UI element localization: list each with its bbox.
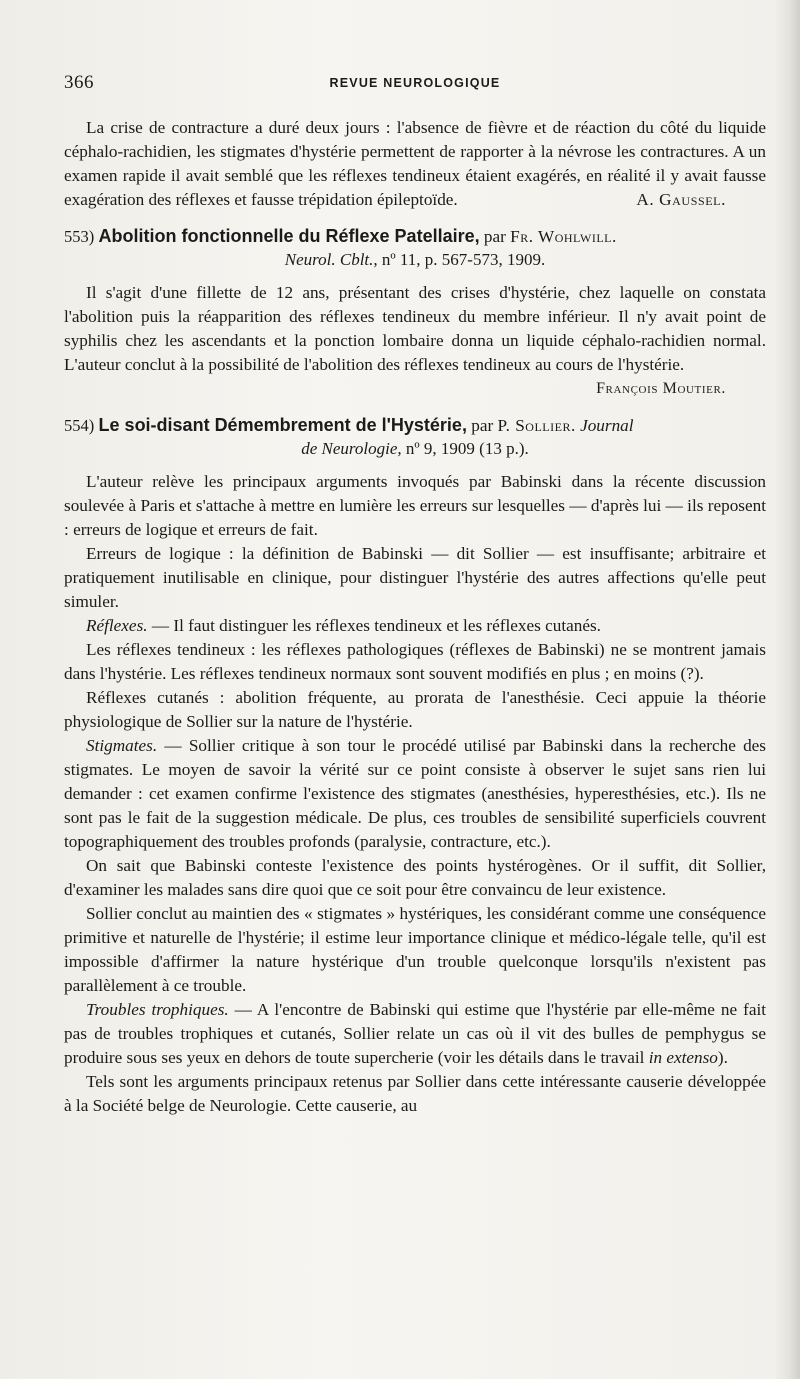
entry-554-author: P. Sollier. bbox=[497, 416, 576, 435]
running-head bbox=[64, 70, 766, 100]
entry-554-paragraph-4: Réflexes cutanés : abolition fréquente, au prorata de l'anesthésie. Ceci appuie la théorie physiologique de Sollier sur la nature de l'hystérie. bbox=[64, 688, 766, 731]
entry-554-last-paragraph: Tels sont les arguments principaux retenus par Sollier dans cette intéressante causerie développée à la Société belge de Neurologie. Cette causerie, au bbox=[64, 1072, 766, 1115]
entry-554-title: Le soi-disant Démembrement de l'Hystérie, bbox=[98, 415, 467, 435]
previous-entry-text: La crise de contracture a duré deux jours : l'absence de fièvre et de réaction du côté du liquide céphalo-rachidien, les stigmates d'hystérie permettent de rapporter à la névrose les contractures. A un examen rapide il avait semblé que les réflexes tendineux étaient exagérés, en réalité il y avait fausse exagération des réflexes et fausse trépidation épileptoïde. A. Gaussel. bbox=[64, 116, 766, 212]
page-number: 366 bbox=[64, 72, 94, 93]
entry-554-reflexes-paragraph: Réflexes. — Il faut distinguer les réflexes tendineux et les réflexes cutanés. bbox=[86, 616, 601, 635]
entry-553-author: Fr. Wohlwill. bbox=[510, 227, 617, 246]
signature-moutier: François Moutier. bbox=[596, 380, 726, 397]
journal-title: REVUE NEUROLOGIQUE bbox=[329, 76, 501, 90]
entry-553-by: par bbox=[483, 227, 506, 246]
entry-554-stigmates-paragraph: Stigmates. — Sollier critique à son tour le procédé utilisé par Babinski dans la recherche des stigmates. Le moyen de savoir la vérité sur ce point consiste à observer le sujet sans rien lui demander : cet examen confirme l'existence des stigmates (anesthésies, hyperesthésies, etc.). Ils ne sont pas le fait de la suggestion médicale. De plus, ces troubles de sensibilité superficiels couvrent topographiquement des troubles profonds (paralysie, contracture, etc.). bbox=[64, 736, 766, 851]
entry-553-title: Abolition fonctionnelle du Réflexe Patellaire, bbox=[98, 226, 480, 246]
entry-554-by: par bbox=[471, 416, 494, 435]
entry-553-reference: Neurol. Cblt., nº 11, p. 567-573, 1909. bbox=[284, 250, 546, 269]
entry-554-reference: de Neurologie, nº 9, 1909 (13 p.). bbox=[301, 439, 529, 458]
entry-553-number: 553) bbox=[64, 227, 95, 246]
entry-554-heading bbox=[64, 413, 766, 438]
entry-554-trophiques-paragraph: Troubles trophiques. — A l'encontre de Babinski qui estime que l'hystérie par elle-même ne fait pas de troubles trophiques et cutanés, Sollier relate un cas où il vit des bulles de pemphygus se produire sous ses yeux en dehors de toute supercherie (voir les détails dans le travail in extenso). bbox=[64, 1000, 766, 1067]
entry-554-paragraph-2: Erreurs de logique : la définition de Babinski — dit Sollier — est insuffisante; arbitraire et pratiquement inutilisable en clinique, pour distinguer l'hystérie des autres affections qu'elle peut simuler. bbox=[64, 544, 766, 611]
entry-554-paragraph-1: L'auteur relève les principaux arguments invoqués par Babinski dans la récente discussion soulevée à Paris et s'attache à mettre en lumière les erreurs sur lesquelles — d'après lui — ils reposent : erreurs de logique et erreurs de fait. bbox=[64, 472, 766, 539]
entry-554-paragraph-6: Sollier conclut au maintien des « stigmates » hystériques, les considérant comme une conséquence primitive et naturelle de l'hystérie; il estime leur importance clinique et médico-légale telle, qu'il est impossible d'affirmer la nature hystérique d'un trouble quelconque lorsqu'ils n'existent pas parallèlement à ce trouble. bbox=[64, 904, 766, 995]
entry-554-paragraph-5: On sait que Babinski conteste l'existence des points hystérogènes. Or il suffit, dit Sollier, d'examiner les malades sans dire quoi que ce soit pour être convaincu de leur existence. bbox=[64, 856, 766, 899]
reflexes-label: Réflexes. bbox=[86, 616, 148, 635]
entry-554-journal-a: Journal bbox=[580, 416, 634, 435]
page-edge-shadow bbox=[774, 0, 800, 1379]
stigmates-label: Stigmates. bbox=[86, 736, 158, 755]
trophiques-label: Troubles trophiques. bbox=[86, 1000, 229, 1019]
entry-554-paragraph-3: Les réflexes tendineux : les réflexes pathologiques (réflexes de Babinski) ne se montrent jamais dans l'hystérie. Les réflexes tendineux normaux sont souvent modifiés en plus ; en moins (?). bbox=[64, 640, 766, 683]
signature-gaussel: A. Gaussel. bbox=[636, 190, 726, 209]
entry-554-number: 554) bbox=[64, 416, 95, 435]
entry-553-heading bbox=[64, 224, 766, 249]
entry-553-text: Il s'agit d'une fillette de 12 ans, présentant des crises d'hystérie, chez laquelle on constata l'abolition puis la réapparition des réflexes tendineux du membre inférieur. Il n'y avait point de syphilis chez les ascendants et la ponction lombaire donna un liquide céphalo-rachidien normal. L'auteur conclut à la possibilité de l'abolition des réflexes tendineux au cours de l'hystérie. bbox=[64, 283, 766, 374]
